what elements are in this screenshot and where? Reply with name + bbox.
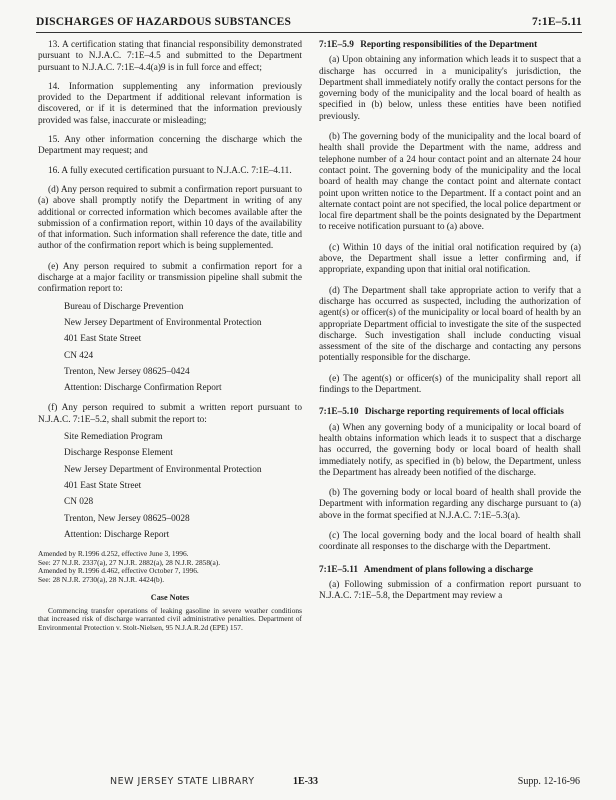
address-line: Bureau of Discharge Prevention	[64, 301, 184, 312]
address-line: Discharge Response Element	[64, 448, 173, 459]
supplement-date: Supp. 12-16-96	[517, 776, 580, 787]
amendment-line: See: 27 N.J.R. 2337(a), 27 N.J.R. 2882(a), 28 N.J.R. 2858(a).	[38, 557, 221, 567]
section-heading	[319, 565, 581, 576]
section-number: 7:1E–5.11	[319, 564, 358, 575]
amendment-line: Amended by R.1996 d.252, effective June 3, 1996.	[38, 549, 189, 559]
address-line: 401 East State Street	[64, 334, 142, 345]
section-title: Amendment of plans following a discharge	[363, 564, 533, 575]
paragraph: (e) The agent(s) or officer(s) of the municipality shall report all findings to the Department.	[319, 373, 581, 396]
amendment-line: See: 28 N.J.R. 2730(a), 28 N.J.R. 4424(b).	[38, 574, 165, 584]
case-notes-text: Commencing transfer operations of leaking gasoline in severe weather conditions that increased risk of discharge warranted civil administrative penalties. Department of Environmental Protection v. Stolt-Nielsen, 95 N.J.A.R.2d (EPE) 157.	[38, 605, 302, 632]
library-stamp: NEW JERSEY STATE LIBRARY	[110, 776, 255, 787]
address-line: 401 East State Street	[64, 480, 142, 491]
page-number: 1E-33	[293, 776, 318, 787]
paragraph: (c) The local governing body and the local board of health shall coordinate all responses to the discharge with the Department.	[319, 530, 581, 553]
section-number: 7:1E–5.10	[319, 407, 359, 418]
section-title: Discharge reporting requirements of local officials	[364, 407, 564, 418]
amendment-history	[38, 550, 302, 584]
list-item: 13. A certification stating that financial responsibility demonstrated pursuant to N.J.A.C. 7:1E–4.5 and submitted to the Department pursuant to N.J.A.C. 7:1E–4.4(a)9 is in full force and effect;	[38, 40, 302, 73]
address-line: Attention: Discharge Report	[64, 529, 170, 540]
section-heading	[319, 40, 581, 51]
address-line: Trenton, New Jersey 08625–0424	[64, 366, 190, 377]
amendment-line: Amended by R.1996 d.462, effective October 7, 1996.	[38, 566, 199, 576]
paragraph: (b) The governing body of the municipality and the local board of health shall provide the Department with the name, address and telephone number of a 24 hour contact point and an alternate 24 hour contact point. The governing body of the municipality and the local board of health may change the contact point and alternate contact point upon written notice to the Department. If a contact point and an alternate contact point are not specified, the local police department or local fire department shall be the points designated by the Department to receive notification pursuant to (a) above.	[319, 132, 582, 233]
paragraph: (d) The Department shall take appropriate action to verify that a discharge has occurred as suspected, including the authorization of agent(s) or officer(s) of the municipality or local board of health by an appropriate Department official to investigate the site of the suspected discharge. Such investigation shall include conducting visual assessment of the site of the discharge and contacting any persons potentially responsible for the discharge.	[319, 285, 581, 364]
paragraph: (a) Upon obtaining any information which leads it to suspect that a discharge has occurred in a municipality's jurisdiction, the Department shall immediately notify orally the contact persons for the governing body of the municipality and the local board of health as specified in (b) below, unless these entities have been notified previously.	[319, 55, 581, 122]
list-item: 16. A fully executed certification pursuant to N.J.A.C. 7:1E–4.11.	[48, 165, 292, 176]
address-line: Attention: Discharge Confirmation Report	[64, 383, 222, 394]
list-item: 14. Information supplementing any information previously provided to the Department if additional relevant information is discovered, or if it is determined that the information previously provided was false, inaccurate or misleading;	[38, 81, 302, 126]
paragraph-f: (f) Any person required to submit a written report pursuant to N.J.A.C. 7:1E–5.2, shall submit the report to:	[38, 403, 302, 425]
paragraph-e: (e) Any person required to submit a confirmation report for a discharge at a major facility or transmission pipeline shall submit the confirmation report to:	[38, 261, 302, 295]
section-heading	[319, 407, 581, 418]
address-line: Trenton, New Jersey 08625–0028	[64, 513, 190, 524]
paragraph-d: (d) Any person required to submit a confirmation report pursuant to (a) above shall promptly notify the Department in writing of any additional or corrected information which becomes available after the submission of a confirmation report, within 10 days of the availability of that information. Such information shall reference the date, title and author of the confirmation report which is being supplemented.	[38, 184, 302, 252]
section-number: 7:1E–5.9	[319, 40, 354, 50]
right-column	[319, 40, 581, 611]
address-block-f	[64, 432, 302, 541]
list-item: 15. Any other information concerning the discharge which the Department may request; and	[38, 135, 302, 157]
header-title: DISCHARGES OF HAZARDOUS SUBSTANCES	[36, 16, 292, 28]
paragraph: (a) Following submission of a confirmation report pursuant to N.J.A.C. 7:1E–5.8, the Department may review a	[319, 579, 581, 602]
page-footer	[0, 776, 616, 790]
case-notes-heading: Case Notes	[150, 593, 190, 603]
address-line: New Jersey Department of Environmental Protection	[64, 317, 262, 328]
address-line: New Jersey Department of Environmental Protection	[64, 464, 262, 475]
address-line: CN 028	[64, 497, 94, 508]
paragraph: (a) When any governing body of a municipality or local board of health obtains information which leads it to suspect that a discharge has occurred, the governing body or local board of health shall immediately notify, as specified in (b) below, the Department, unless the Department has already been notified of the discharge.	[319, 422, 581, 478]
left-column	[38, 40, 302, 633]
section-title: Reporting responsibilities of the Department	[360, 40, 538, 50]
paragraph: (b) The governing body or local board of health shall provide the Department with information regarding any discharge pursuant to (a) above in the format specified at N.J.A.C. 7:1E–5.3(a).	[319, 488, 581, 521]
running-header	[36, 16, 582, 33]
address-line: CN 424	[64, 350, 94, 361]
paragraph: (c) Within 10 days of the initial oral notification required by (a) above, the Department shall issue a letter confirming and, if appropriate, expanding upon that initial oral notification.	[319, 242, 581, 276]
header-section-code: 7:1E–5.11	[531, 16, 582, 28]
address-line: Site Remediation Program	[64, 432, 163, 443]
address-block-e	[64, 302, 302, 395]
